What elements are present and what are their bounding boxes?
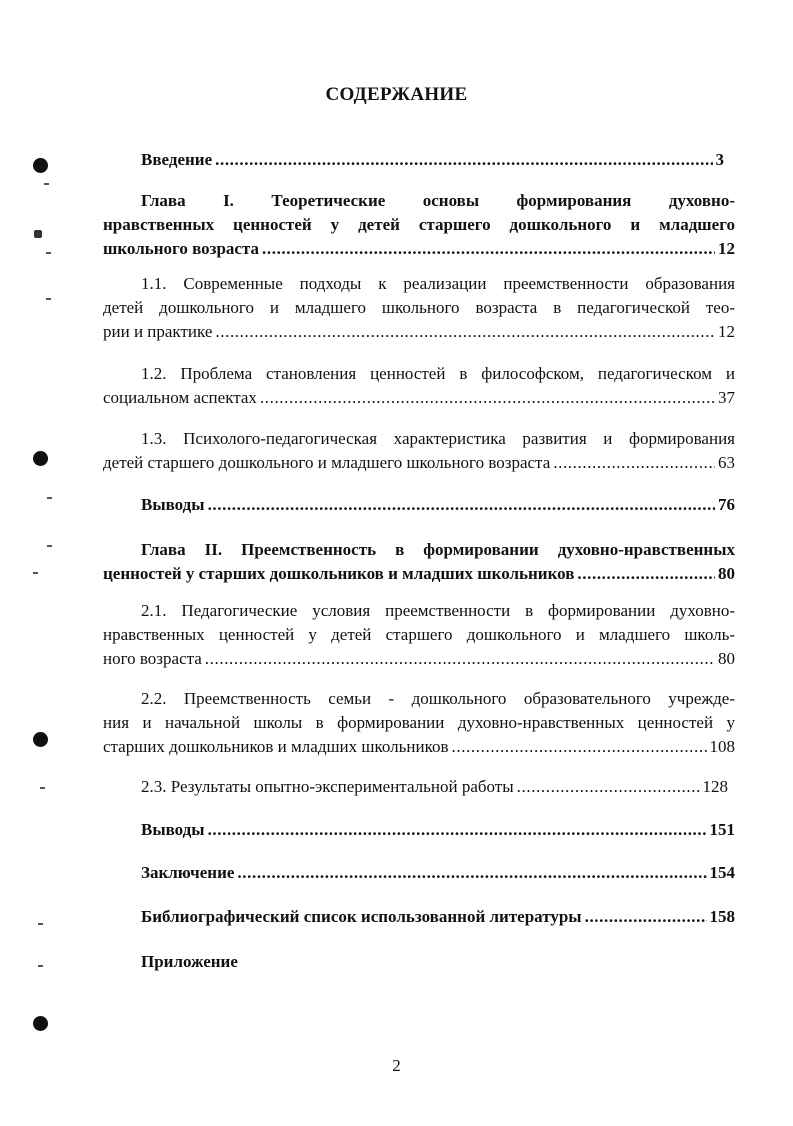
toc-entry-conclusions-2 bbox=[141, 818, 735, 842]
toc-line: детей дошкольного и младшего школьного возраста в педагогической тео- bbox=[103, 298, 735, 317]
toc-entry-appendix: Приложение bbox=[141, 952, 238, 971]
toc-entry-page: 80 bbox=[718, 564, 735, 583]
toc-entry-title: рии и практике bbox=[103, 322, 213, 341]
toc-line-last bbox=[103, 320, 735, 344]
toc-entry-conclusions-1 bbox=[141, 493, 735, 517]
toc-entry-title: Выводы bbox=[141, 820, 205, 839]
leader-dots bbox=[517, 775, 700, 799]
scan-mark bbox=[47, 497, 52, 499]
toc-entry-title: Выводы bbox=[141, 495, 205, 514]
toc-entry-introduction bbox=[141, 148, 724, 172]
toc-entry-title: школьного возраста bbox=[103, 239, 260, 258]
leader-dots bbox=[215, 148, 712, 172]
scan-mark bbox=[47, 545, 52, 547]
toc-line-last bbox=[103, 451, 735, 475]
toc-entry-bibliography bbox=[141, 905, 735, 929]
toc-line: 1.3. Психолого-педагогическая характеристика развития и формирования bbox=[141, 429, 735, 448]
toc-entry-final-conclusion bbox=[141, 861, 735, 885]
leader-dots bbox=[585, 905, 707, 929]
page-number: 2 bbox=[392, 1056, 401, 1075]
toc-line: 2.2. Преемственность семьи - дошкольного образовательного учрежде- bbox=[141, 689, 735, 708]
toc-line-last bbox=[103, 386, 735, 410]
toc-line: нравственных ценностей у детей старшего дошкольного и младшего bbox=[103, 215, 735, 234]
toc-line: Глава II. Преемственность в формировании духовно-нравственных bbox=[141, 540, 735, 559]
toc-entry-section-2-3 bbox=[141, 775, 728, 799]
toc-entry-section-2-1 bbox=[103, 599, 735, 671]
leader-dots bbox=[208, 493, 715, 517]
scan-mark bbox=[46, 298, 51, 300]
toc-line: 1.1. Современные подходы к реализации преемственности образования bbox=[141, 274, 735, 293]
leader-dots bbox=[553, 451, 715, 475]
toc-entry-title: старших дошкольников и младших школьников bbox=[103, 737, 449, 756]
toc-entry-title: ценностей у старших дошкольников и младших школьников bbox=[103, 564, 575, 583]
toc-line-last bbox=[103, 647, 735, 671]
scan-mark bbox=[38, 965, 43, 967]
punch-hole bbox=[33, 451, 48, 466]
toc-line: Глава I. Теоретические основы формирования духовно- bbox=[141, 191, 735, 210]
toc-line-last bbox=[103, 562, 735, 586]
punch-hole bbox=[33, 1016, 48, 1031]
toc-entry-section-1-3 bbox=[103, 427, 735, 475]
toc-entry-page: 12 bbox=[718, 239, 735, 258]
toc-entry-section-1-2 bbox=[103, 362, 735, 410]
toc-entry-page: 154 bbox=[709, 863, 735, 882]
leader-dots bbox=[262, 237, 715, 261]
scan-mark bbox=[46, 252, 51, 254]
leader-dots bbox=[215, 320, 715, 344]
toc-entry-section-2-2 bbox=[103, 687, 735, 759]
toc-entry-page: 63 bbox=[718, 453, 735, 472]
scan-mark bbox=[33, 572, 38, 574]
toc-entry-page: 3 bbox=[715, 150, 724, 169]
leader-dots bbox=[237, 861, 706, 885]
toc-entry-page: 108 bbox=[709, 737, 735, 756]
toc-entry-page: 151 bbox=[709, 820, 735, 839]
scan-mark bbox=[34, 230, 42, 238]
toc-line: нравственных ценностей у детей старшего дошкольного и младшего школь- bbox=[103, 625, 735, 644]
page-title: СОДЕРЖАНИЕ bbox=[325, 84, 468, 105]
toc-entry-page: 37 bbox=[718, 388, 735, 407]
toc-entry-section-1-1 bbox=[103, 272, 735, 344]
toc-entry-chapter-2 bbox=[103, 538, 735, 586]
toc-entry-title: Библиографический список использованной литературы bbox=[141, 907, 582, 926]
leader-dots bbox=[577, 562, 715, 586]
scan-mark bbox=[44, 183, 49, 185]
toc-entry-title: 2.3. Результаты опытно-экспериментальной работы bbox=[141, 777, 514, 796]
leader-dots bbox=[208, 818, 707, 842]
toc-line-last bbox=[103, 237, 735, 261]
toc-line-last bbox=[103, 735, 735, 759]
toc-entry-title: Заключение bbox=[141, 863, 235, 882]
punch-hole bbox=[33, 732, 48, 747]
toc-entry-page: 76 bbox=[718, 495, 735, 514]
toc-entry-title: Введение bbox=[141, 150, 213, 169]
toc-entry-chapter-1 bbox=[103, 189, 735, 261]
toc-entry-page: 12 bbox=[718, 322, 735, 341]
leader-dots bbox=[452, 735, 707, 759]
toc-line: 1.2. Проблема становления ценностей в философском, педагогическом и bbox=[141, 364, 735, 383]
leader-dots bbox=[205, 647, 715, 671]
toc-entry-title: социальном аспектах bbox=[103, 388, 257, 407]
toc-line: 2.1. Педагогические условия преемственности в формировании духовно- bbox=[141, 601, 735, 620]
toc-entry-page: 158 bbox=[709, 907, 735, 926]
toc-entry-title: детей старшего дошкольного и младшего школьного возраста bbox=[103, 453, 551, 472]
toc-entry-page: 80 bbox=[718, 649, 735, 668]
leader-dots bbox=[260, 386, 715, 410]
scan-mark bbox=[40, 787, 45, 789]
toc-entry-page: 128 bbox=[702, 777, 728, 796]
punch-hole bbox=[33, 158, 48, 173]
scan-mark bbox=[38, 923, 43, 925]
toc-line: ния и начальной школы в формировании духовно-нравственных ценностей у bbox=[103, 713, 735, 732]
toc-entry-title: ного возраста bbox=[103, 649, 202, 668]
